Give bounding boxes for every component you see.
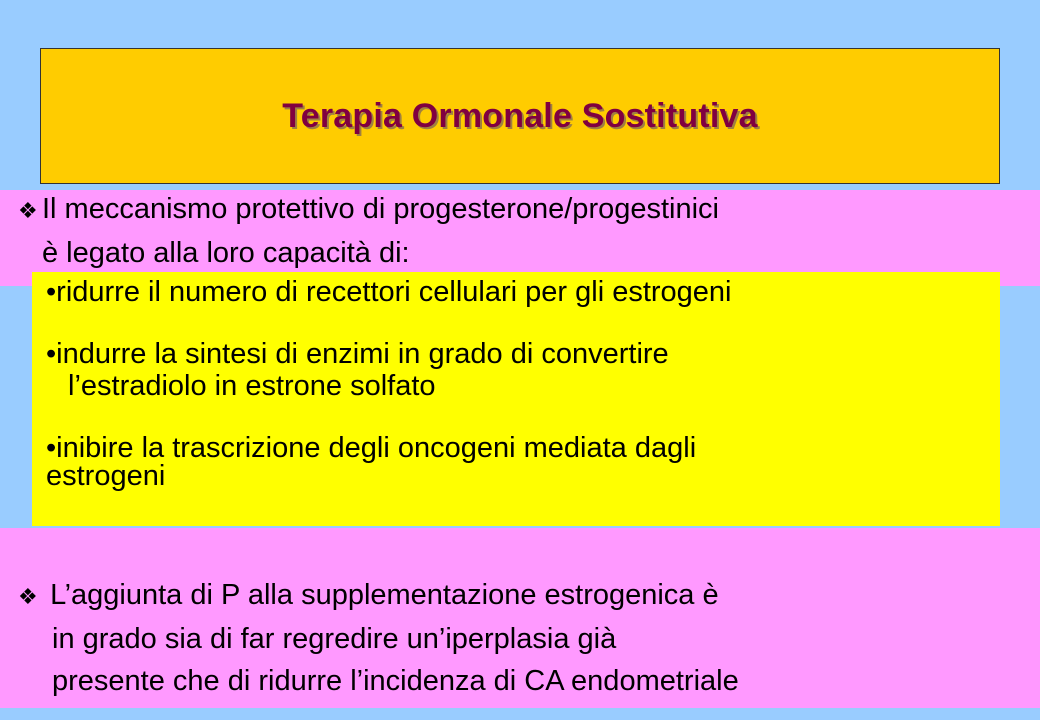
diamond-bullet-icon: ❖: [18, 584, 38, 609]
paragraph-mechanism: [18, 188, 1028, 274]
bullet-dot-icon: •: [46, 432, 57, 464]
paragraph-progesterone-line-1: L’aggiunta di P alla supplementazione estrogenica è: [50, 579, 719, 611]
list-item-text-continued: l’estradiolo in estrone solfato: [68, 370, 436, 402]
list-item-text: inibire la trascrizione degli oncogeni mediata dagli: [56, 432, 697, 464]
list-item: [46, 276, 996, 308]
list-item-text: ridurre il numero di recettori cellulari per gli estrogeni: [56, 276, 732, 308]
slide-title: Terapia Ormonale Sostitutiva: [282, 96, 758, 135]
list-item-text-continued: estrogeni: [46, 460, 166, 492]
paragraph-progesterone: [18, 574, 1028, 702]
bullet-dot-icon: •: [46, 276, 57, 308]
list-item-text: indurre la sintesi di enzimi in grado di convertire: [56, 338, 669, 370]
title-box: [40, 48, 1000, 184]
list-item: [46, 432, 996, 492]
paragraph-progesterone-line-2: in grado sia di far regredire un’iperplasia già: [52, 623, 617, 655]
paragraph-mechanism-line-2: è legato alla loro capacità di:: [42, 237, 410, 269]
paragraph-progesterone-line-3: presente che di ridurre l’incidenza di CA endometriale: [52, 665, 739, 697]
bullet-dot-icon: •: [46, 338, 57, 370]
diamond-bullet-icon: ❖: [18, 198, 38, 223]
capabilities-list: [46, 276, 996, 492]
paragraph-mechanism-line-1: Il meccanismo protettivo di progesterone/progestinici: [42, 193, 719, 225]
list-item: [46, 338, 996, 402]
